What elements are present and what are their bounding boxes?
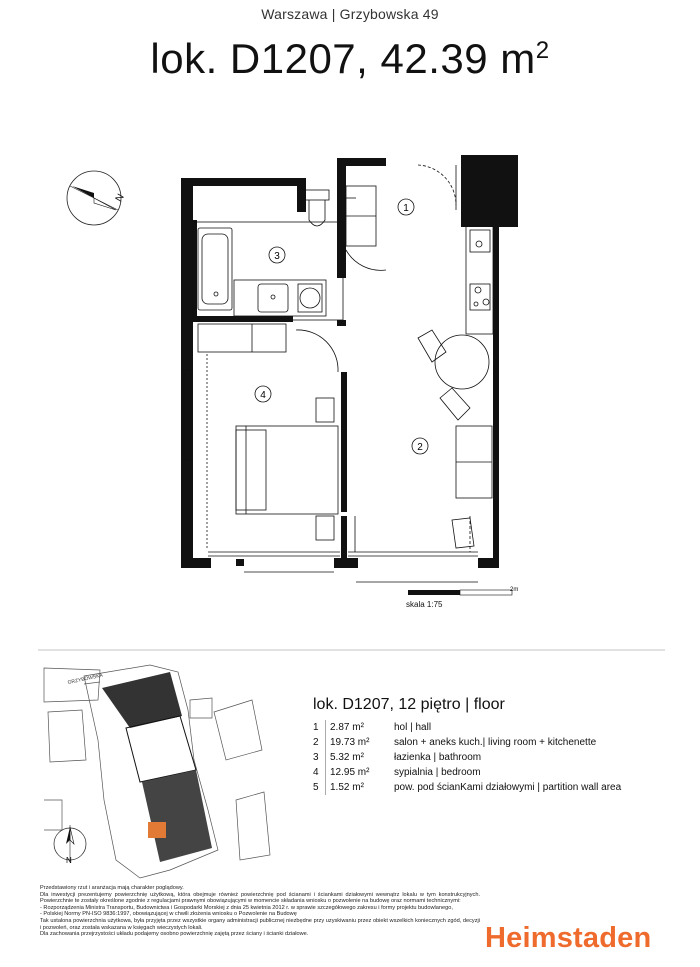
room-description: sypialnia | bedroom — [394, 767, 481, 778]
room-area: 1.52 m² — [325, 780, 394, 795]
room-label-1: 1 — [403, 203, 409, 214]
title-text: lok. D1207, 42.39 m — [150, 35, 536, 82]
disclaimer-line: - Polskiej Normy PN-ISO 9836:1997, obowiązującej w chwili złożenia wniosku o Pozwolenie na Budowę — [40, 911, 297, 918]
site-highlight-unit — [148, 822, 166, 838]
room-number: 5 — [313, 782, 319, 793]
scale-end-label: 2m — [510, 587, 519, 593]
brand-logo: Heimstaden — [485, 922, 652, 954]
compass-n-label: N — [113, 192, 127, 204]
disclaimer — [40, 885, 480, 938]
title-superscript: 2 — [535, 37, 550, 64]
room-description: pow. pod ścianKami działowymi | partition wall area — [394, 782, 622, 793]
walls — [181, 155, 518, 568]
room-label-4: 4 — [260, 390, 266, 401]
scale-bar — [408, 590, 512, 595]
location-subtitle: Warszawa | Grzybowska 49 — [261, 6, 439, 22]
room-description: salon + aneks kuch.| living room + kitchenette — [394, 737, 597, 748]
room-row — [313, 780, 621, 795]
room-row — [313, 720, 431, 735]
scale-label: skala 1:75 — [406, 600, 443, 609]
room-row — [313, 735, 596, 750]
room-area: 19.73 m² — [325, 735, 394, 750]
compass-icon — [67, 171, 127, 225]
disclaimer-line: - Rozporządzenia Ministra Transportu, Budownictwa i Gospodarki Morskiej z dnia 25 kwietnia 2012 r. w sprawie szczegółowego zakresu i formy projektu budowlanego, — [40, 904, 453, 911]
street-label: GRZYBOWSKA — [67, 672, 104, 686]
room-label-3: 3 — [274, 251, 280, 262]
room-description: hol | hall — [394, 722, 432, 733]
room-area: 5.32 m² — [325, 750, 394, 765]
room-row — [313, 765, 481, 780]
room-number: 3 — [313, 752, 319, 763]
disclaimer-line: Przedstawiony rzut i aranżacja mają charakter poglądowy. — [40, 885, 184, 891]
disclaimer-line: Dla zachowania przejrzystości układu podajemy osobno powierzchnię zajętą przez ściany i ścianki działowe. — [40, 931, 309, 938]
site-compass-icon — [54, 825, 86, 865]
site-compass-n-label: N — [66, 856, 72, 865]
summary-title: lok. D1207, 12 piętro | floor — [313, 696, 505, 713]
room-row — [313, 750, 481, 765]
room-area: 12.95 m² — [325, 765, 394, 780]
room-label-2: 2 — [417, 442, 423, 453]
room-number: 1 — [313, 722, 319, 733]
room-number: 2 — [313, 737, 319, 748]
room-description: łazienka | bathroom — [394, 752, 482, 763]
room-area: 2.87 m² — [325, 720, 394, 735]
room-number: 4 — [313, 767, 319, 778]
disclaimer-line: Dla inwestycji prezentujemy powierzchnię użytkową, która obejmuje również powierzchnię pod ścianami i ściankami działowymi wewnątrz lokalu w tym konstrukcyjnych. Powierzchnie te zostały określone zgodnie z regulacjami prawnymi obowiązującymi w momencie składania wniosku o pozwolenie na budowę oraz normami technicznymi: — [40, 891, 480, 905]
disclaimer-line: Tak ustalona powierzchnia użytkowa, była przyjęta przez wszystkie organy administracji publicznej niezbędne przy uzyskiwaniu przez obiekt wszelkich koniecznych zgód, decyzji i pozwoleń, oraz została wskazana w księgach wieczystych lokali. — [40, 917, 480, 931]
